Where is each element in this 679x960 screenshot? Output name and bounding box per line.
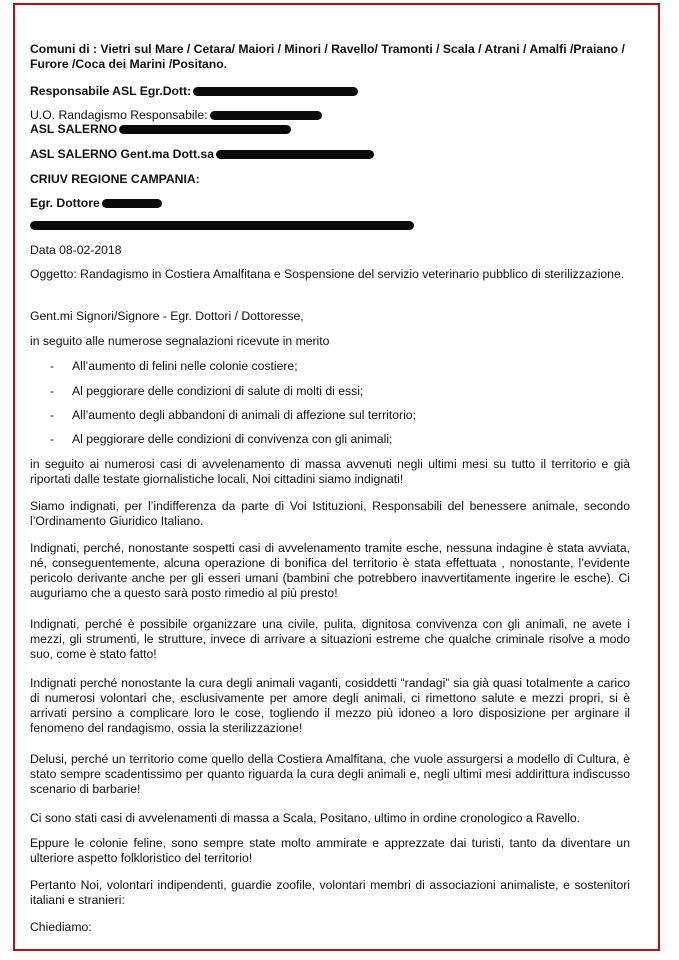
salutation: Gent.mi Signori/Signore - Egr. Dottori / Dottoresse,	[30, 309, 304, 323]
asl-salerno-2-label: ASL SALERNO Gent.ma Dott.sa	[30, 147, 214, 161]
list-item-text: Al peggiorare delle condizioni di convivenza con gli animali;	[72, 432, 393, 446]
asl-salerno-1	[30, 122, 630, 137]
responsabile-asl	[30, 84, 630, 99]
intro-line: in seguito alle numerose segnalazioni ricevute in merito	[30, 334, 330, 348]
egr-dottore	[30, 196, 630, 211]
egr-dottore-label: Egr. Dottore	[30, 196, 100, 210]
letter-date: Data 08-02-2018	[30, 243, 122, 257]
comuni-line: Comuni di : Vietri sul Mare / Cetara/ Maiori / Minori / Ravello/ Tramonti / Scala / Atrani / Amalfi /Praiano / Furore /Coca dei Marini /Positano.	[30, 42, 625, 71]
redacted-line	[30, 218, 630, 233]
dash-marker: -	[50, 408, 55, 422]
redaction-bar	[193, 87, 358, 96]
paragraph: Eppure le colonie feline, sono sempre state molto ammirate e apprezzate dai turisti, tanto da diventare un ulteriore aspetto folkloristico del territorio!	[30, 836, 630, 865]
dash-marker: -	[50, 384, 55, 398]
uo-randagismo	[30, 108, 630, 123]
criuv-line: CRIUV REGIONE CAMPANIA:	[30, 172, 200, 186]
asl-salerno-2	[30, 147, 630, 162]
paragraph: Siamo indignati, per l’indifferenza da parte di Voi Istituzioni, Responsabili del benessere animale, secondo l’Ordinamento Giuridico Italiano.	[30, 499, 630, 528]
redaction-bar	[216, 150, 374, 159]
redaction-bar	[210, 111, 322, 120]
redaction-bar	[30, 221, 414, 230]
paragraph: Ci sono stati casi di avvelenamenti di massa a Scala, Positano, ultimo in ordine cronologico a Ravello.	[30, 811, 581, 825]
dash-marker: -	[50, 432, 55, 446]
paragraph: Indignati, perché, nonostante sospetti casi di avvelenamento tramite esche, nessuna indagine è stata avviata, né, conseguentemente, alcuna operazione di bonifica del territorio è stata effettuata , nonostante, l’evidente pericolo derivante anche per gli esseri umani (bambini che potrebbero inavvertitamente ingerire le esche). Ci auguriamo che a questo sarà posto rimedio al più presto!	[30, 541, 630, 600]
list-item-text: All’aumento di felini nelle colonie costiere;	[72, 359, 298, 373]
uo-randagismo-label: U.O. Randagismo Responsabile:	[30, 108, 208, 122]
responsabile-asl-label: Responsabile ASL Egr.Dott:	[30, 84, 192, 98]
asl-salerno-1-label: ASL SALERNO	[30, 122, 118, 136]
redaction-bar	[102, 199, 162, 208]
redaction-bar	[119, 125, 291, 134]
paragraph: in seguito ai numerosi casi di avvelenamento di massa avvenuti negli ultimi mesi su tutto il territorio e già riportati dalle testate giornalistiche locali, Noi cittadini siamo indignati!	[30, 457, 630, 486]
dash-marker: -	[50, 359, 55, 373]
list-item-text: All’aumento degli abbandoni di animali di affezione sul territorio;	[72, 408, 416, 422]
paragraph: Delusi, perché un territorio come quello della Costiera Amalfitana, che vuole assurgersi a modello di Cultura, è stato sempre scadentissimo per quanto riguarda la cura degli animali e, negli ultimi mesi addirittura indiscusso scenario di barbarie!	[30, 752, 630, 796]
paragraph: Indignati, perché è possibile organizzare una civile, pulita, dignitosa convivenza con gli animali, ne avete i mezzi, gli strumenti, le strutture, invece di arrivare a situazioni estreme che qualche criminale risolve a modo suo, come è stato fatto!	[30, 617, 630, 661]
letter-subject: Oggetto: Randagismo in Costiera Amalfitana e Sospensione del servizio veterinario pubblico di sterilizzazione.	[30, 267, 625, 281]
list-item-text: Al peggiorare delle condizioni di salute di molti di essi;	[72, 384, 364, 398]
paragraph: Pertanto Noi, volontari indipendenti, guardie zoofile, volontari membri di associazioni animaliste, e sostenitori italiani e stranieri:	[30, 878, 630, 907]
paragraph: Indignati perché nonostante la cura degli animali vaganti, cosiddetti “randagi” sia già quasi totalmente a carico di numerosi volontari che, esclusivamente per amore degli animali, ci rimettono salute e mezzi propri, si è arrivati persino a complicare loro le cose, togliendo il mezzo più idoneo a loro disposizione per arginare il fenomeno del randagismo, ossia la sterilizzazione!	[30, 676, 630, 735]
closing-line: Chiediamo:	[30, 920, 92, 934]
